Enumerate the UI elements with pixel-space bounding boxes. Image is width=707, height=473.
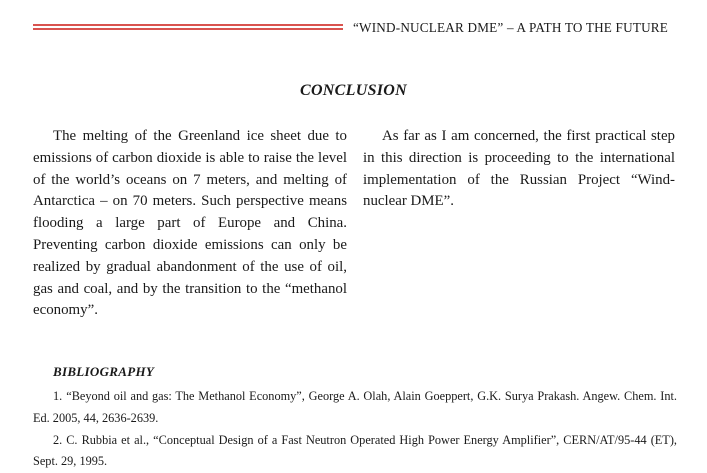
left-column-paragraph: The melting of the Greenland ice sheet due to emissions of carbon dioxide is able to raise the level of the world’s oceans on 7 meters, and melting of Antarctica – on 70 meters. Such perspective means flooding a large part of Europe and China. Preventing carbon dioxide emissions can only be realized by gradual abandonment of the use of oil, gas and coal, and by the transition to the “methanol economy”. bbox=[33, 128, 347, 319]
bibliography-item-text: C. Rubbia et al., “Conceptual Design of a Fast Neutron Operated High Power Energy Amplifier”, CERN/AT/95-44 (ET), Sept. 29, 1995. bbox=[33, 432, 677, 469]
section-title: CONCLUSION bbox=[299, 82, 407, 99]
bibliography-list bbox=[33, 386, 677, 473]
bibliography-item bbox=[33, 430, 677, 473]
right-column-paragraph: As far as I am concerned, the first practical step in this direction is proceeding to the international implementation of the Russian Project “Wind-nuclear DME”. bbox=[363, 128, 675, 210]
running-header-title: “WIND-NUCLEAR DME” – A PATH TO THE FUTURE bbox=[353, 20, 669, 35]
bibliography-heading: BIBLIOGRAPHY bbox=[53, 364, 155, 379]
header-rule-top bbox=[33, 24, 343, 26]
bibliography-item-text: “Beyond oil and gas: The Methanol Economy”, George A. Olah, Alain Goeppert, G.K. Surya Prakash. Angew. Chem. Int. Ed. 2005, 44, 2636-2639. bbox=[33, 389, 677, 425]
bibliography-item-number: 2. bbox=[53, 432, 63, 447]
header-rule-bottom bbox=[33, 28, 343, 30]
bibliography-item bbox=[33, 386, 677, 430]
header-double-rule bbox=[33, 24, 343, 32]
bibliography-item-number: 1. bbox=[53, 389, 63, 403]
